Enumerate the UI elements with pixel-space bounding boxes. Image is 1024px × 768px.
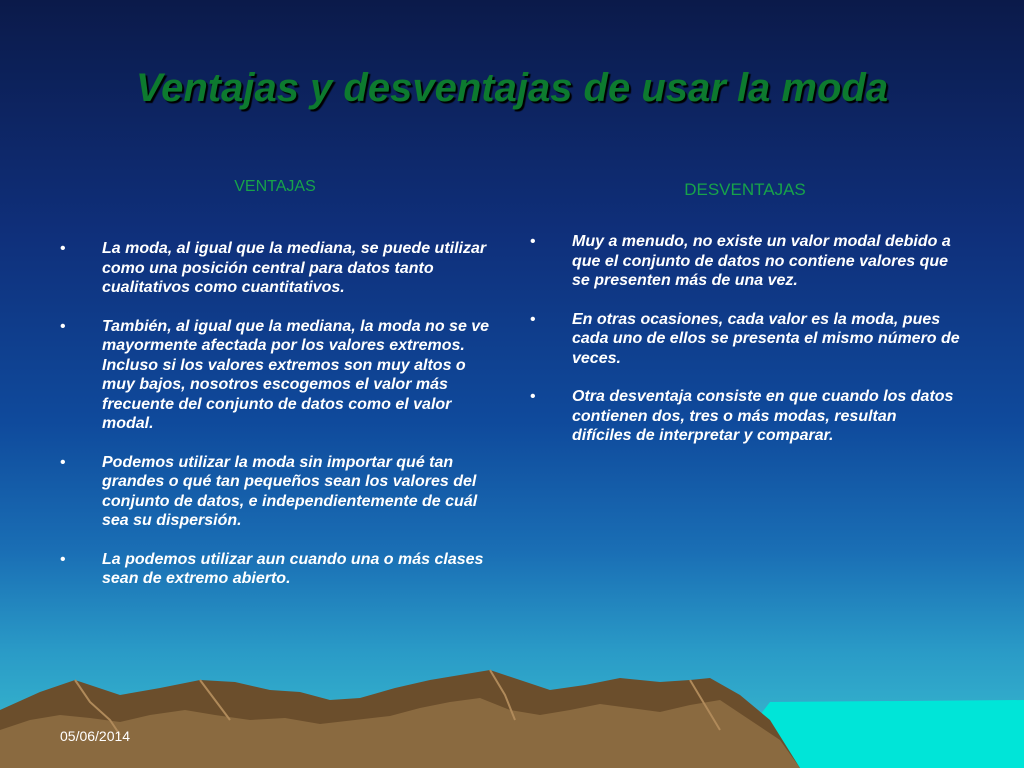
list-item bbox=[60, 550, 490, 589]
list-item bbox=[530, 387, 960, 446]
list-item-text: Podemos utilizar la moda sin importar qué tan grandes o qué tan pequeños sean los valores del conjunto de datos, e independientemente de cuál sea su dispersión. bbox=[102, 453, 478, 529]
bullet-icon: • bbox=[60, 453, 66, 471]
list-item-text: También, al igual que la mediana, la moda no se ve mayormente afectada por los valores extremos. Incluso si los valores extremos son muy altos o muy bajos, nosotros escogemos el valor más frecuente del conjunto de datos como el valor modal. bbox=[102, 317, 490, 432]
bullet-icon: • bbox=[530, 233, 536, 250]
bullet-icon: • bbox=[60, 240, 66, 257]
list-item-text: En otras ocasiones, cada valor es la moda, pues cada uno de ellos se presenta el mismo número de veces. bbox=[572, 310, 960, 367]
list-item-text: La moda, al igual que la mediana, se puede utilizar como una posición central para datos tanto cualitativos como cuantitativos. bbox=[102, 240, 487, 296]
list-item-text: Otra desventaja consiste en que cuando los datos contienen dos, tres o más modas, resultan difíciles de interpretar y comparar. bbox=[572, 388, 954, 444]
ventajas-list bbox=[60, 239, 490, 608]
slide-date: 05/06/2014 bbox=[60, 728, 131, 744]
desventajas-list bbox=[530, 232, 960, 465]
bullet-icon: • bbox=[530, 388, 536, 405]
list-item bbox=[60, 317, 490, 434]
bullet-icon: • bbox=[530, 310, 536, 328]
list-item bbox=[60, 239, 490, 298]
ventajas-heading: VENTAJAS bbox=[234, 178, 316, 195]
list-item bbox=[530, 310, 960, 369]
bullet-icon: • bbox=[60, 550, 66, 568]
desventajas-heading: DESVENTAJAS bbox=[684, 180, 806, 199]
list-item-text: La podemos utilizar aun cuando una o más clases sean de extremo abierto. bbox=[102, 550, 484, 587]
mountain-landscape-illustration bbox=[0, 660, 1024, 768]
bullet-icon: • bbox=[60, 317, 66, 335]
slide-title: Ventajas y desventajas de usar la moda bbox=[135, 66, 889, 110]
list-item bbox=[60, 453, 490, 531]
list-item-text: Muy a menudo, no existe un valor modal debido a que el conjunto de datos no contiene valores que se presenten más de una vez. bbox=[572, 233, 951, 289]
list-item bbox=[530, 232, 960, 291]
